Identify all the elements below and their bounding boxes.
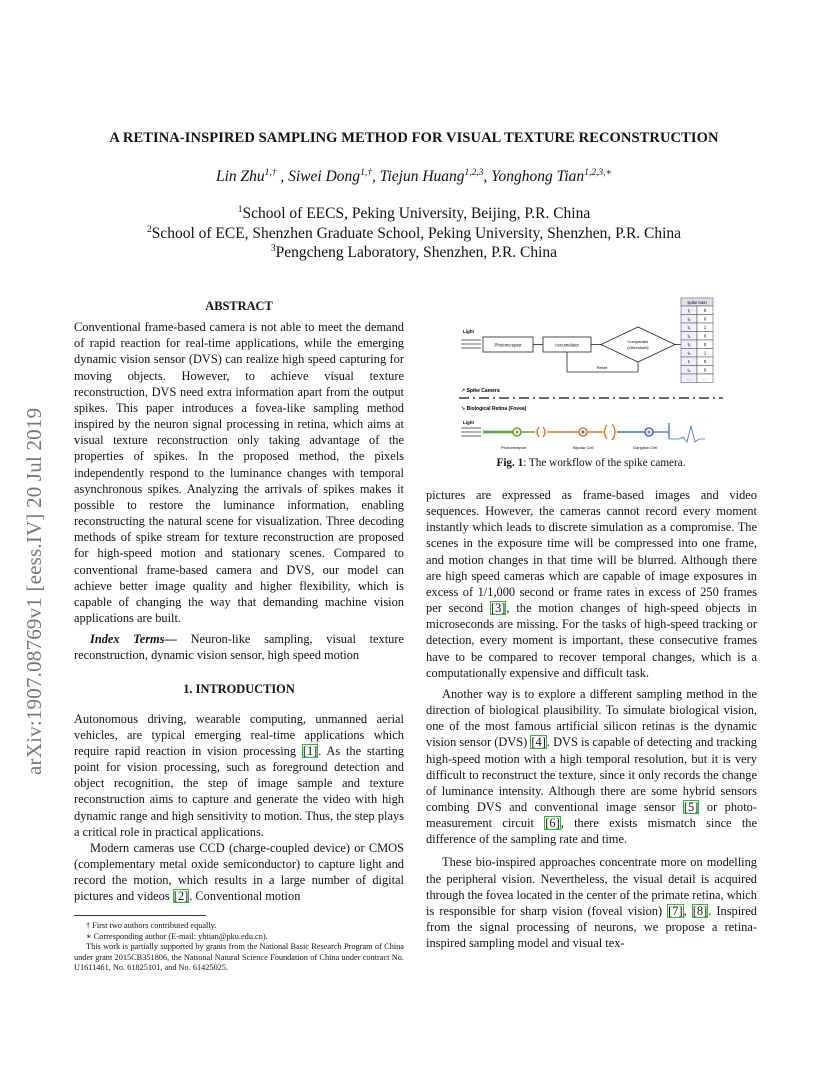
light-label-top: Light — [463, 329, 474, 334]
index-terms-label: Index Terms— — [90, 632, 177, 647]
paper-title: A RETINA-INSPIRED SAMPLING METHOD FOR VISUAL TEXTURE RECONSTRUCTION — [109, 130, 719, 146]
text-run: . DVS is capable of detecting and tracking high-speed motion with a high temporal resolution, but it is very difficult to reconstruct the texture, since it only records the change of luminance intensity. Although there are some hybrid sensors combing DVS and conventional image sensor — [426, 735, 757, 814]
right-column — [426, 487, 757, 951]
citation-link[interactable]: [8] — [692, 903, 708, 918]
spike-camera-label: ↗ Spike Camera — [461, 388, 500, 394]
spike-row-value: 0 — [703, 316, 707, 322]
text-run: , — [683, 903, 692, 918]
intro-paragraph-1 — [74, 711, 404, 840]
right-paragraph-3 — [426, 854, 757, 951]
synapse-icon — [537, 427, 545, 437]
text-run: These bio-inspired approaches concentrate more on modelling the peripheral vision. Nevertheless, the visual detail is acquired through the fovea located in the center of the primate retina, which is responsible for sharp vision (foveal vision) — [426, 855, 757, 918]
spike-row-time: t₃ — [687, 325, 691, 330]
spike-row-time: t₄ — [687, 333, 691, 339]
threshold-label: (≥threshold) — [627, 345, 649, 350]
citation-link[interactable]: [3] — [490, 601, 506, 616]
text-run: . As the starting point for vision processing, such as foreground detection and object recognition, the step of image sample and texture reconstruction aims to capture and generate the video with high dynamic range and high sensitivity to motion. Thus, the step plays a critical role in practical applications. — [74, 743, 404, 839]
light-label-bottom: Light — [463, 420, 474, 425]
author-list — [0, 168, 828, 186]
spike-row-time: t₇ — [687, 359, 691, 364]
text-run: Modern cameras use CCD (charge-coupled device) or CMOS (complementary metal oxide semiconductor) to capture light and record the motion, which results in a large number of digital pictures and videos — [74, 840, 404, 904]
spike-row-time: t₂ — [687, 316, 691, 322]
right-paragraph-1 — [426, 487, 757, 681]
figure-label: Fig. 1 — [496, 457, 524, 469]
footnotes — [74, 915, 404, 974]
footnote-3: This work is partially supported by grants from the National Basic Research Program of China under grant 2015CB351806, the National Natural Science Foundation of China under contract No. U1611461, No. 61825101, and No. 61425025. — [74, 942, 404, 973]
text-run: , there exists mismatch since the difference of the sampling rate and time. — [426, 816, 757, 847]
author-name: , Yonghong Tian — [483, 168, 585, 185]
photoreceptor-bottom-label: Photoreceptor — [501, 445, 527, 450]
bio-retina-label: ↘ Biological Retina (Fovea) — [461, 406, 527, 412]
abstract-heading: ABSTRACT — [205, 299, 273, 313]
author-name: , Siwei Dong — [276, 168, 361, 185]
photoreceptor-label: Photoreceptor — [494, 342, 522, 348]
spike-row-value: 0 — [703, 359, 707, 364]
spike-row-value: 1 — [703, 325, 707, 330]
bipolar-label: Bipolar Cell — [573, 445, 594, 450]
spike-row-time: … — [686, 376, 692, 381]
intro-heading: 1. INTRODUCTION — [183, 682, 295, 697]
affiliation-text: School of EECS, Peking University, Beijing, P.R. China — [242, 205, 591, 222]
figure-caption — [426, 457, 756, 469]
accumulator-label: Accumulator — [555, 342, 579, 348]
spike-row-value: 0 — [703, 333, 707, 339]
author-sup: 1,2,3,∗ — [584, 168, 613, 178]
affiliation-3 — [0, 244, 828, 262]
spike-row-time: t₁ — [687, 308, 691, 313]
text-run: Another way is to explore a different sampling method in the direction of biological plausibility. To simulate biological vision, one of the most famous artificial silicon retinas is the dynamic vision sensor (DVS) — [426, 686, 757, 750]
spike-row-value: 0 — [703, 367, 707, 373]
citation-link[interactable]: [7] — [668, 903, 683, 918]
affiliation-sup: 2 — [146, 225, 152, 235]
affiliation-text: School of ECE, Shenzhen Graduate School, Peking University, Shenzhen, P.R. China — [151, 225, 682, 242]
citation-link[interactable]: [5] — [683, 799, 699, 814]
spike-row-value: … — [702, 376, 708, 381]
author-sup: 1,† — [360, 168, 372, 178]
intro-paragraph-2 — [74, 840, 404, 905]
citation-link[interactable]: [1] — [302, 743, 318, 758]
spike-waveform — [669, 426, 705, 442]
footnote-rule — [74, 915, 206, 916]
spike-row-value: 0 — [703, 342, 707, 347]
author-sup: 1,2,3 — [464, 168, 484, 178]
comparator-label: Comparator — [627, 339, 649, 344]
spike-row-value: 1 — [703, 350, 707, 356]
arxiv-stamp: arXiv:1907.08769v1 [eess.IV] 20 Jul 2019 — [22, 407, 46, 775]
citation-link[interactable]: [2] — [173, 889, 189, 904]
spike-train-rows — [681, 306, 713, 383]
right-paragraph-2 — [426, 686, 757, 848]
text-run: . Inspired from the signal processing of neurons, we propose a retina-inspired sampling model and visual tex- — [426, 903, 757, 951]
spike-train-label: spike train — [687, 299, 707, 305]
text-run: Autonomous driving, wearable computing, unmanned aerial vehicles, are typical emerging real-time applications which require rapid reaction in vision processing — [74, 711, 404, 758]
synapse-icon — [605, 424, 616, 440]
ganglion-label: Ganglion Cell — [633, 445, 658, 450]
abstract-text: Conventional frame-based camera is not able to meet the demand of rapid reaction for real-time applications, while the emerging dynamic vision sensor (DVS) can realize high speed capturing for moving objects. However, to achieve visual texture reconstruction, DVS need extra information apart from the output spikes. This paper introduces a fovea-like sampling method inspired by the neuron signal processing in retina, which aims at visual texture reconstruction only taking advantage of the properties of spikes. In the proposed method, the pixels independently respond to the luminance changes with temporal asynchronous spikes. Analyzing the arrivals of spikes makes it possible to restore the luminance information, enabling reconstructing the natural scene for visualization. Three decoding methods of spike stream for texture reconstruction are proposed for high-speed motion and stationary scenes. Compared to conventional frame-based camera and DVS, our model can achieve better image quality and higher flexibility, which is capable of changing the way that demanding machine vision applications are built. — [74, 320, 404, 625]
index-terms-text: Neuron-like sampling, visual texture reconstruction, dynamic vision sensor, high speed motion — [74, 632, 404, 663]
author-sup: 1,† — [264, 168, 277, 178]
footnote-2: ∗ Corresponding author (E-mail: yhtian@pku.edu.cn). — [86, 931, 268, 941]
spike-row-time: t₅ — [687, 342, 691, 347]
text-run: pictures are expressed as frame-based images and video sequences. However, the cameras cannot record every moment instantly which leads to discrete simulation as a compromise. The scenes in the exposure time will be compressed into one frame, and motion changes in that time will be blurred. Although there are high speed cameras which are capable of image exposures in excess of 1/1,000 second or frame rates in excess of 250 frames per second — [426, 488, 757, 616]
citation-link[interactable]: [6] — [545, 816, 560, 831]
author-name: , Tiejun Huang — [371, 168, 465, 185]
index-terms — [74, 631, 404, 663]
affiliation-2 — [0, 225, 828, 243]
affiliation-text: Pengcheng Laboratory, Shenzhen, P.R. China — [275, 244, 558, 261]
text-run: or photo-measurement circuit — [426, 799, 757, 831]
figure-caption-text: : The workflow of the spike camera. — [523, 457, 686, 469]
footnote-1: † First two authors contributed equally. — [86, 921, 217, 930]
text-run: . Conventional motion — [189, 889, 301, 904]
author-name: Lin Zhu — [215, 168, 265, 185]
spike-row-time: t₈ — [687, 367, 691, 373]
text-run: , the motion changes of high-speed objects in microseconds are missing. For the tasks of high-speed tracking or detection, every moment is important, these consecutive frames have to be compared to recover temporal changes, which is a computationally expensive and difficult task. — [426, 601, 757, 680]
spike-row-value: 0 — [703, 308, 707, 313]
spike-row-time: t₆ — [687, 350, 691, 356]
affiliation-1 — [0, 205, 828, 223]
figure-1-diagram — [455, 296, 730, 456]
left-column — [74, 298, 404, 904]
affiliation-sup: 3 — [270, 244, 276, 254]
reset-label: Reset — [596, 365, 608, 370]
affiliation-sup: 1 — [237, 205, 243, 215]
citation-link[interactable]: [4] — [531, 735, 546, 750]
